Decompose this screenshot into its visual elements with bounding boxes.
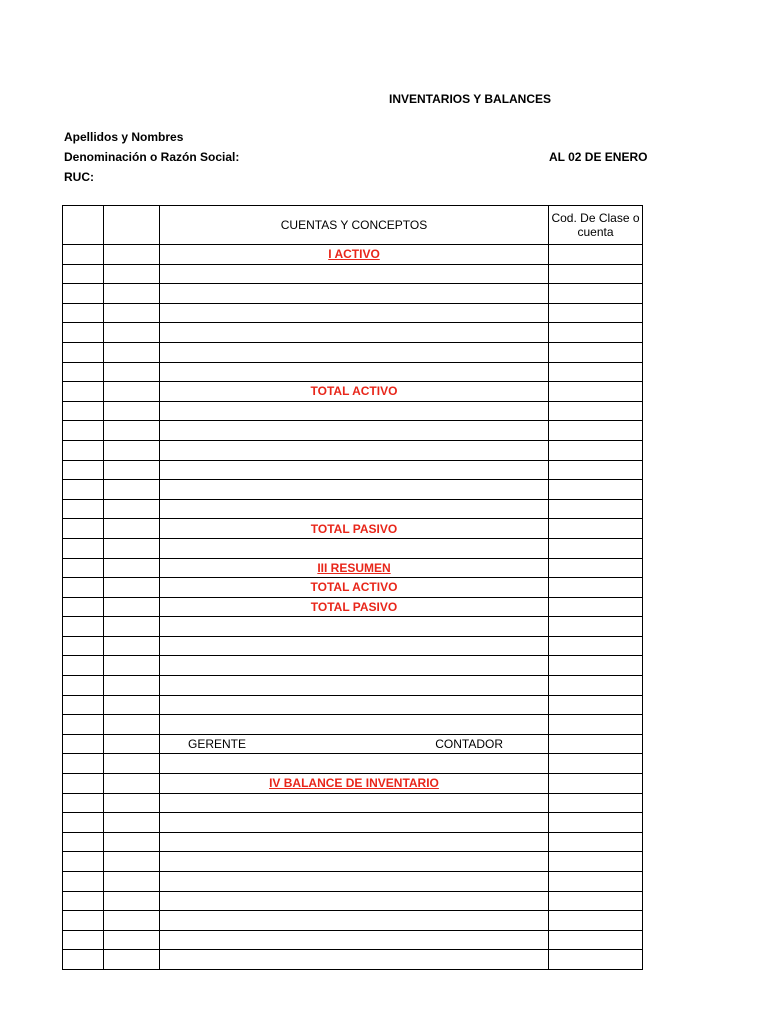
date-label: AL 02 DE ENERO: [549, 150, 648, 164]
table-row: [63, 950, 643, 970]
ruc-label: RUC:: [64, 170, 94, 184]
table-row: [63, 382, 643, 402]
table-row: [63, 813, 643, 833]
table-row: [63, 284, 643, 304]
resumen-total-pasivo: TOTAL PASIVO: [160, 597, 549, 617]
table-row: [63, 636, 643, 656]
table-row: [63, 891, 643, 911]
table-row: [63, 421, 643, 441]
table-row: [63, 676, 643, 696]
signature-row: [63, 734, 643, 754]
table-row: [63, 342, 643, 362]
table-row: [63, 401, 643, 421]
table-row: [63, 754, 643, 774]
table-row: [63, 617, 643, 637]
table-row: [63, 558, 643, 578]
inventory-table: [62, 205, 643, 970]
table-row: [63, 480, 643, 500]
table-row: [63, 852, 643, 872]
company-label: Denominación o Razón Social:: [64, 150, 240, 164]
header-code: Cod. De Clase o cuenta: [549, 206, 643, 245]
table-row: [63, 519, 643, 539]
table-row: [63, 832, 643, 852]
table-row: [63, 245, 643, 265]
table-header-row: [63, 206, 643, 245]
names-label: Apellidos y Nombres: [64, 130, 184, 144]
table-row: [63, 911, 643, 931]
header-concepts: CUENTAS Y CONCEPTOS: [160, 206, 549, 245]
table-row: [63, 793, 643, 813]
table-row: [63, 303, 643, 323]
table-row: [63, 440, 643, 460]
section-activo: I ACTIVO: [160, 245, 549, 265]
table-row: [63, 578, 643, 598]
table-cell: [63, 206, 104, 245]
table-row: [63, 774, 643, 794]
gerente-label: GERENTE: [188, 737, 247, 752]
table-row: [63, 323, 643, 343]
contador-label: CONTADOR: [435, 737, 503, 752]
table-row: [63, 538, 643, 558]
total-pasivo: TOTAL PASIVO: [160, 519, 549, 539]
table-cell: [104, 206, 160, 245]
table-row: [63, 499, 643, 519]
table-row: [63, 362, 643, 382]
total-activo: TOTAL ACTIVO: [160, 382, 549, 402]
table-row: [63, 597, 643, 617]
document-title: INVENTARIOS Y BALANCES: [389, 92, 552, 106]
table-row: [63, 872, 643, 892]
table-row: [63, 460, 643, 480]
resumen-total-activo: TOTAL ACTIVO: [160, 578, 549, 598]
table-row: [63, 715, 643, 735]
section-resumen: III RESUMEN: [160, 558, 549, 578]
table-row: [63, 930, 643, 950]
table-row: [63, 656, 643, 676]
table-row: [63, 695, 643, 715]
section-balance: IV BALANCE DE INVENTARIO: [160, 774, 549, 794]
table-row: [63, 264, 643, 284]
